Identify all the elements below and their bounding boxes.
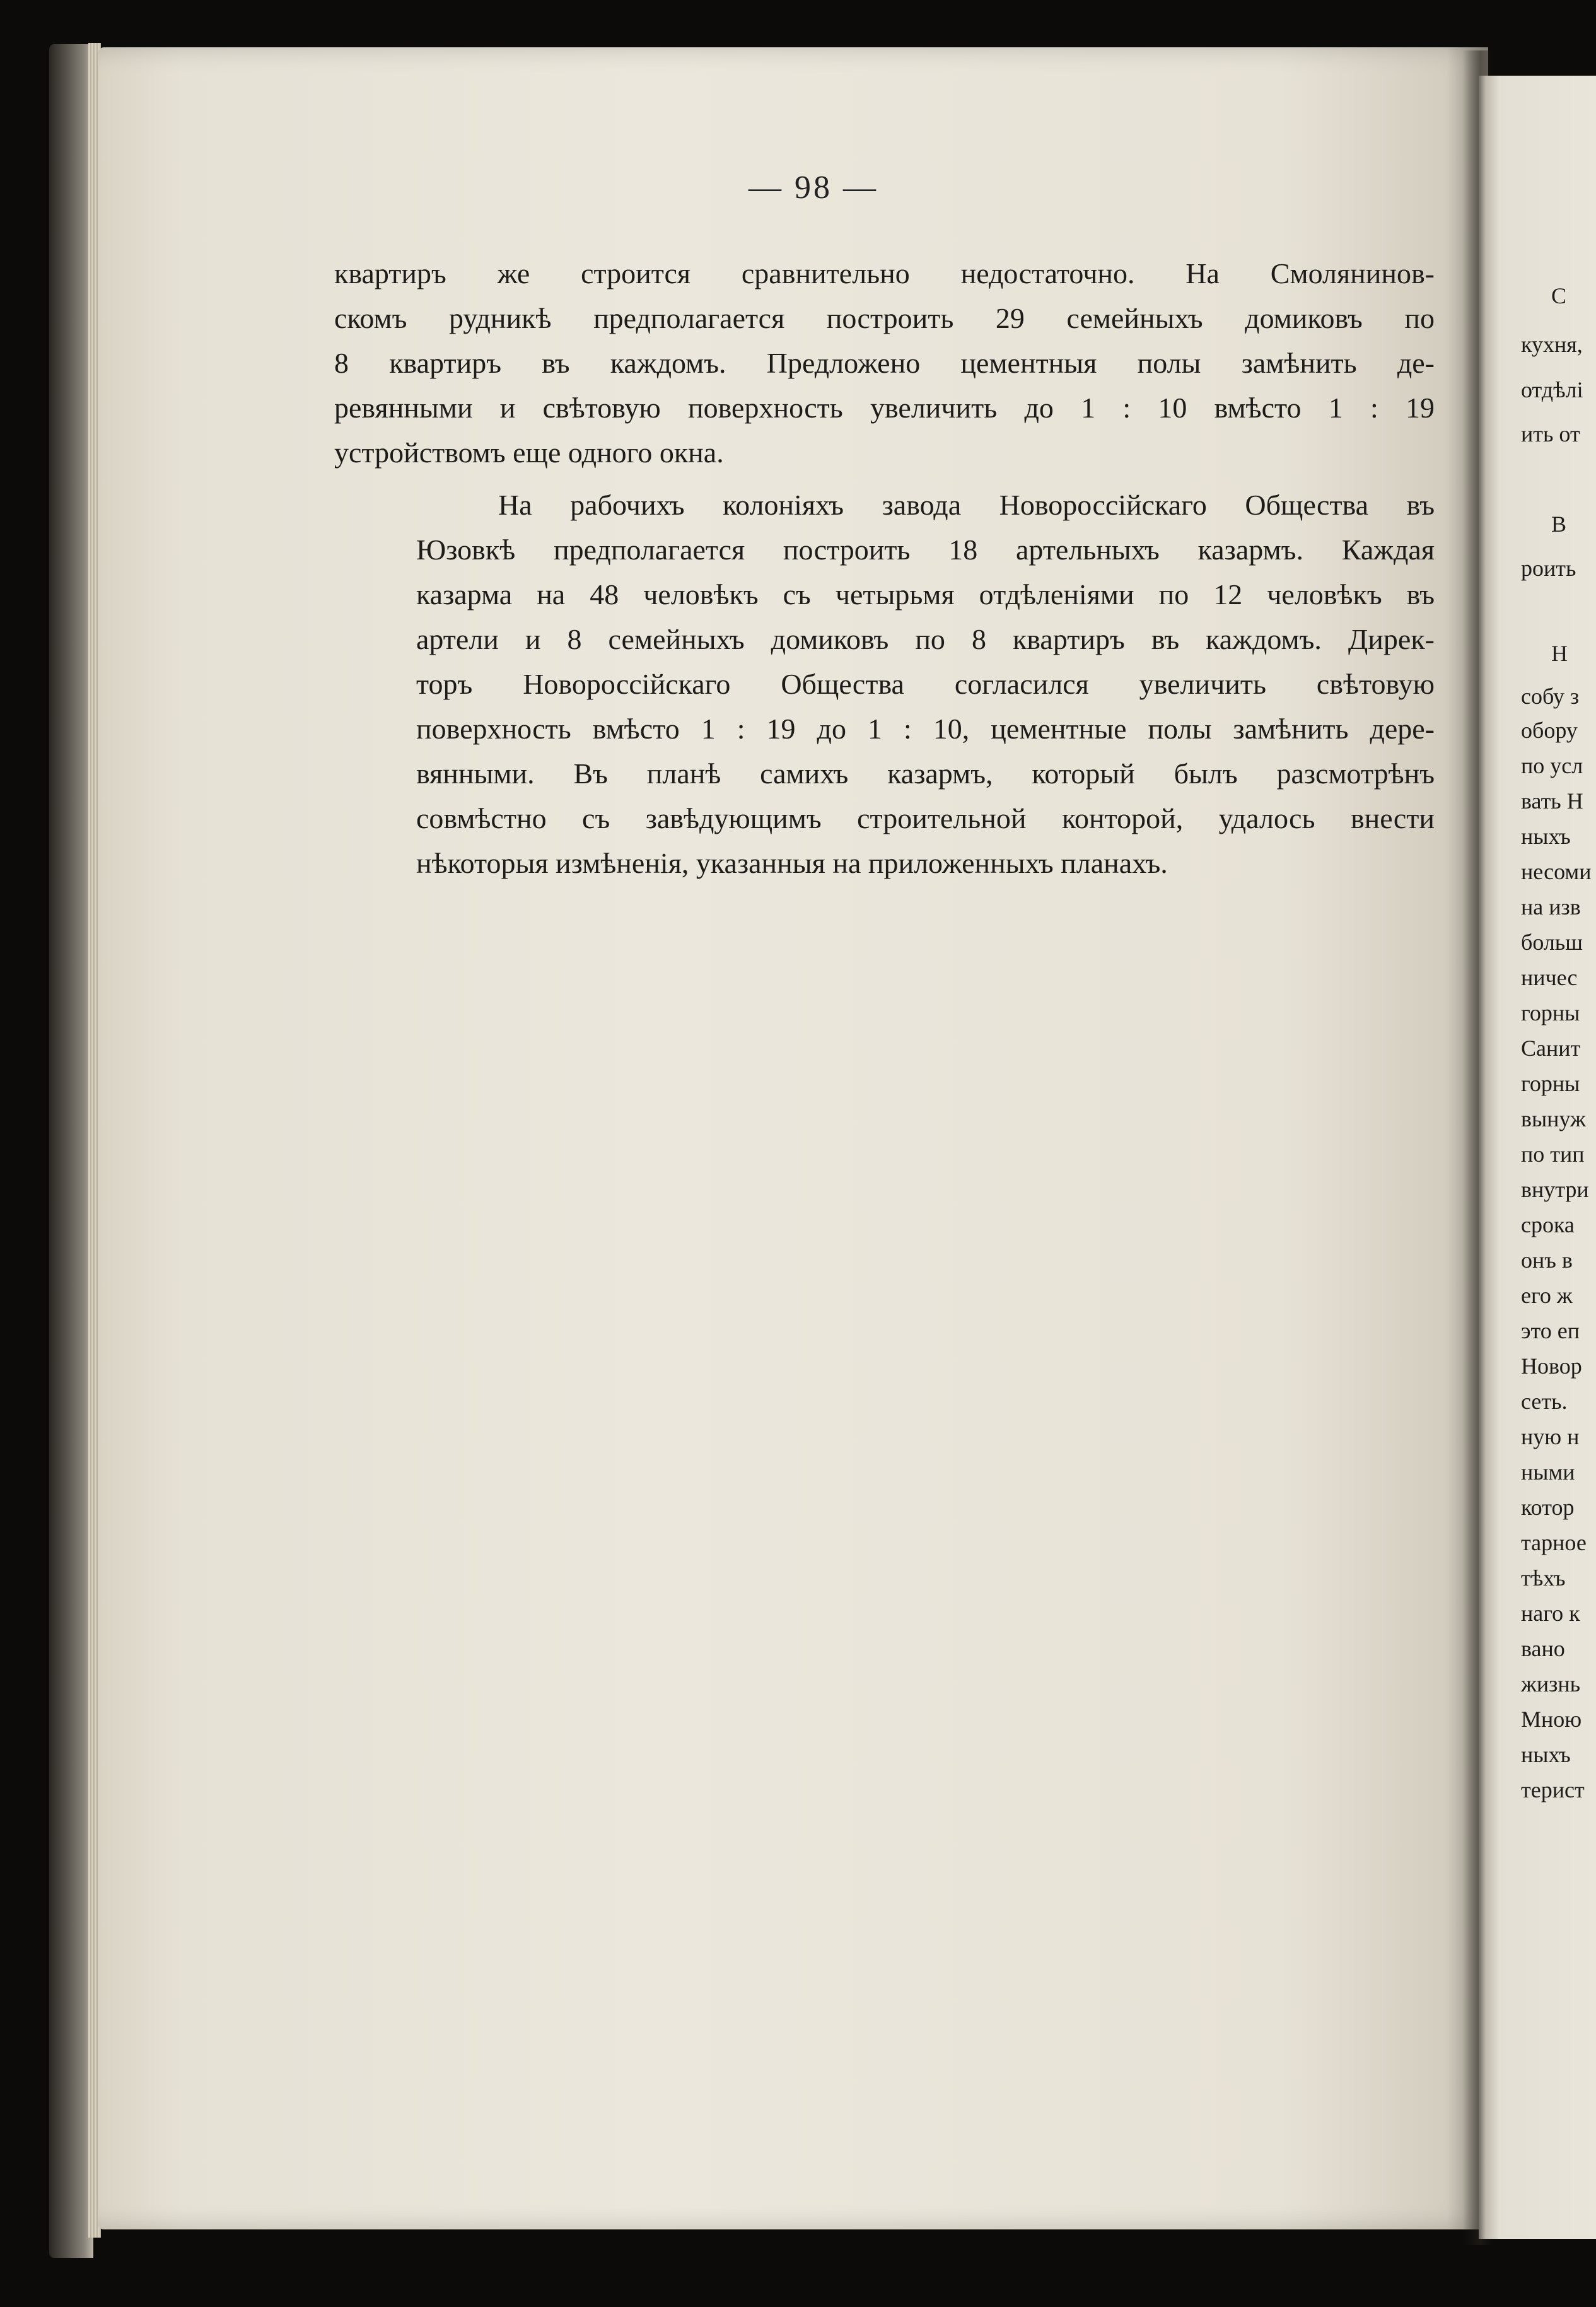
right-page-fragment: тарное (1521, 1530, 1587, 1555)
right-page-fragment: ныхъ (1521, 824, 1571, 849)
right-page-fragment: ить от (1521, 421, 1580, 447)
paragraph (334, 482, 1435, 885)
right-page-fragment: по усл (1521, 753, 1583, 778)
right-page-fragment: жизнь (1521, 1671, 1581, 1697)
text-line: На рабочихъ колоніяхъ завода Новороссійскаго Общества въ (498, 489, 1435, 521)
right-page-fragment: вынуж (1521, 1106, 1586, 1131)
right-page-fragment: Новор (1521, 1353, 1582, 1379)
text-line: вянными. Въ планѣ самихъ казармъ, который былъ разсмотрѣнъ (416, 757, 1435, 790)
right-page-fragment: Мною (1521, 1707, 1582, 1732)
right-page-fragment: горны (1521, 1071, 1580, 1096)
text-line: устройствомъ еще одного окна. (334, 436, 724, 469)
right-page-fragment: В (1551, 511, 1567, 537)
right-page-fragment: Санит (1521, 1036, 1581, 1061)
text-line: скомъ рудникѣ предполагается построить 29 семейныхъ домиковъ по (334, 302, 1435, 334)
right-page-fragment: больш (1521, 930, 1583, 955)
right-page-fragment: срока (1521, 1212, 1575, 1237)
right-page-fragment: ныхъ (1521, 1742, 1571, 1767)
right-page-fragment: на изв (1521, 894, 1581, 920)
right-page-fragment: Н (1551, 641, 1568, 666)
right-page-fragment: терист (1521, 1777, 1585, 1802)
right-page-fragment: отдѣлі (1521, 377, 1583, 402)
body-text (334, 251, 1435, 885)
right-page-fragment: вать Н (1521, 788, 1583, 814)
right-page-fragment: С (1551, 283, 1567, 308)
text-line: казарма на 48 человѣкъ съ четырьмя отдѣленіями по 12 человѣкъ въ (416, 578, 1435, 610)
text-line: квартиръ же строится сравнительно недостаточно. На Смолянинов- (334, 257, 1435, 289)
right-page-fragment: это еп (1521, 1318, 1580, 1343)
right-page-fragment: вано (1521, 1636, 1565, 1661)
right-page-fragment: горны (1521, 1000, 1580, 1025)
right-page-fragment: ными (1521, 1459, 1575, 1485)
right-page-fragment: собу з (1521, 684, 1580, 709)
text-line: торъ Новороссійскаго Общества согласился увеличить свѣтовую (416, 668, 1435, 700)
text-line: 8 квартиръ въ каждомъ. Предложено цементныя полы замѣнить де- (334, 347, 1435, 379)
book-spine-edge (49, 44, 93, 2258)
right-page-fragment: сеть. (1521, 1389, 1568, 1414)
right-page-fragment: кухня, (1521, 332, 1583, 357)
text-line: нѣкоторыя измѣненія, указанныя на приложенныхъ планахъ. (416, 847, 1168, 879)
right-page-fragment: несоми (1521, 859, 1592, 884)
text-line: поверхность вмѣсто 1 : 19 до 1 : 10, цементные полы замѣнить дере- (416, 713, 1435, 745)
right-page-fragment: его ж (1521, 1283, 1573, 1308)
text-line: артели и 8 семейныхъ домиковъ по 8 квартиръ въ каждомъ. Дирек- (416, 623, 1435, 655)
right-page-fragment: ничес (1521, 965, 1578, 990)
text-line: ревянными и свѣтовую поверхность увеличить до 1 : 10 вмѣсто 1 : 19 (334, 392, 1435, 424)
right-page-fragment: обору (1521, 718, 1578, 743)
right-page-fragment: наго к (1521, 1601, 1580, 1626)
right-page-fragment: по тип (1521, 1142, 1585, 1167)
right-page-fragment: ную н (1521, 1424, 1580, 1449)
right-page-fragment: роить (1521, 556, 1576, 581)
text-line: Юзовкѣ предполагается построить 18 артельныхъ казармъ. Каждая (416, 534, 1435, 566)
text-line: совмѣстно съ завѣдующимъ строительной конторой, удалось внести (416, 802, 1435, 834)
right-page-fragment: тѣхъ (1521, 1565, 1566, 1591)
page-number: — 98 — (748, 170, 878, 206)
right-page-fragment: котор (1521, 1495, 1575, 1520)
right-page-fragment: онъ в (1521, 1247, 1573, 1273)
right-page-fragment: внутри (1521, 1177, 1589, 1202)
paragraph (334, 251, 1435, 475)
